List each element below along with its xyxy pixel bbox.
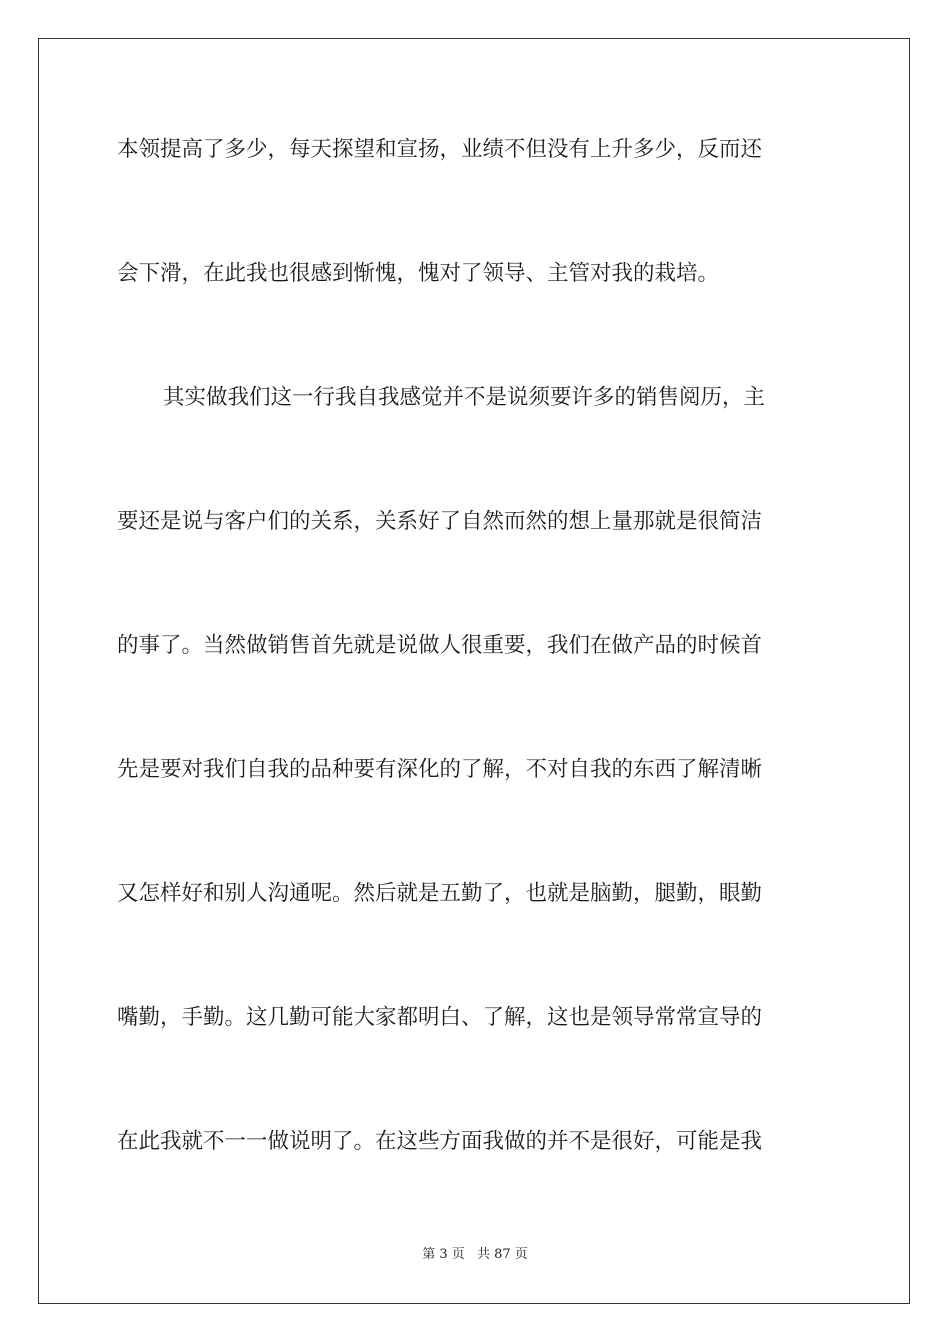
- text-line: 要还是说与客户们的关系，关系好了自然而然的想上量那就是很简洁: [117, 509, 763, 534]
- page-border: [38, 38, 910, 1304]
- text-line: 会下滑，在此我也很感到惭愧，愧对了领导、主管对我的栽培。: [117, 261, 720, 286]
- text-line: 先是要对我们自我的品种要有深化的了解，不对自我的东西了解清晰: [117, 757, 763, 782]
- text-line: 的事了。当然做销售首先就是说做人很重要，我们在做产品的时候首: [117, 633, 763, 658]
- page-total: 共 87 页: [476, 1247, 528, 1262]
- text-line: 又怎样好和别人沟通呢。然后就是五勤了，也就是脑勤，腿勤，眼勤: [117, 881, 763, 906]
- paragraph-start-line: 其实做我们这一行我自我感觉并不是说须要许多的销售阅历，主: [163, 385, 766, 410]
- page-footer: [0, 1246, 950, 1264]
- page-number: 第 3 页: [422, 1247, 465, 1262]
- text-line: 嘴勤，手勤。这几勤可能大家都明白、了解，这也是领导常常宣导的: [117, 1005, 763, 1030]
- text-line: 在此我就不一一做说明了。在这些方面我做的并不是很好，可能是我: [117, 1129, 763, 1154]
- text-line: 本领提高了多少，每天探望和宣扬，业绩不但没有上升多少，反而还: [117, 137, 763, 162]
